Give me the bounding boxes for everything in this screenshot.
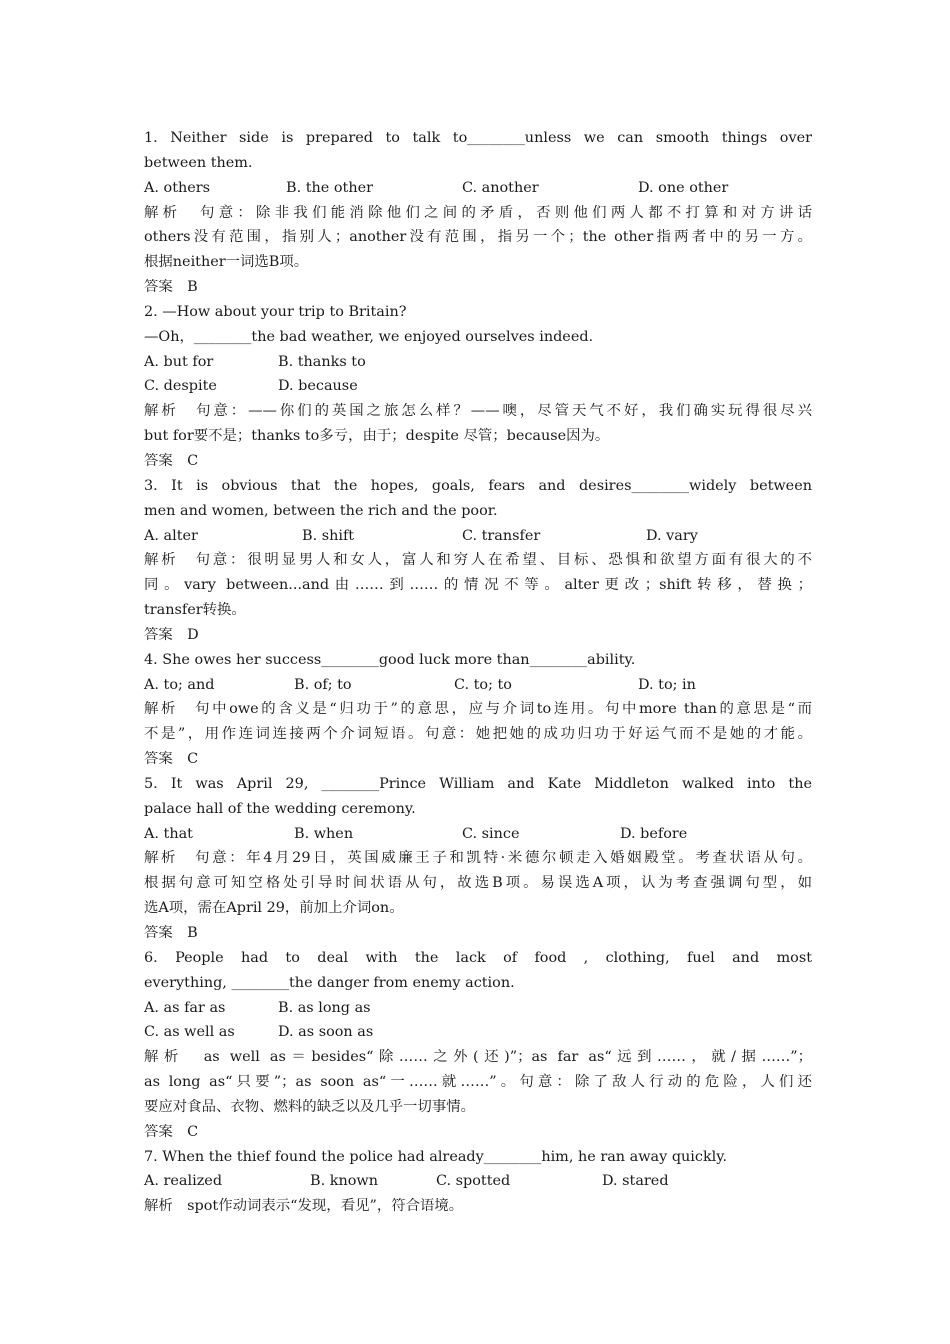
question-stem-line: 3. It is obvious that the hopes, goals, fears and desires________widely between — [144, 477, 812, 494]
options-row — [144, 524, 812, 549]
option-d: D. vary — [646, 527, 698, 544]
option-d: D. one other — [638, 179, 729, 196]
options-row — [144, 673, 812, 698]
question-1 — [144, 126, 812, 300]
question-stem-line: palace hall of the wedding ceremony. — [144, 800, 416, 817]
analysis-line: 根据neither一词选B项。 — [144, 254, 309, 271]
option-a: A. to; and — [144, 676, 215, 693]
question-stem-line: 1. Neither side is prepared to talk to________unless we can smooth things over — [144, 130, 812, 146]
question-6 — [144, 946, 812, 1145]
option-b: B. known — [310, 1173, 378, 1190]
analysis-line: 同。vary between...and由……到……的情况不等。alter更改；shift转移，替换； — [144, 577, 812, 594]
options-row — [144, 176, 812, 201]
option-a: A. but for — [144, 353, 214, 370]
question-2 — [144, 300, 812, 474]
option-d: D. stared — [602, 1173, 669, 1190]
answer: 答案 D — [144, 626, 199, 643]
exercise-list — [144, 126, 812, 1219]
answer: 答案 C — [144, 1123, 199, 1140]
option-a: A. others — [144, 179, 211, 196]
option-b: B. of; to — [294, 676, 352, 693]
question-5 — [144, 772, 812, 946]
question-stem-line: everything, ________the danger from enemy action. — [144, 974, 515, 991]
question-7 — [144, 1145, 812, 1220]
option-c: C. since — [462, 825, 520, 842]
analysis-line: 解析 句意：年4月29日，英国威廉王子和凯特·米德尔顿走入婚姻殿堂。考查状语从句。 — [144, 850, 812, 867]
option-a: A. realized — [144, 1173, 223, 1190]
option-c: C. to; to — [454, 676, 512, 693]
analysis-line: 不是”，用作连词连接两个介词短语。句意：她把她的成功归功于好运气而不是她的才能。 — [144, 726, 812, 743]
option-d: D. as soon as — [278, 1024, 374, 1041]
question-stem-line: 4. She owes her success________good luck more than________ability. — [144, 651, 636, 668]
option-c: C. another — [462, 179, 539, 196]
option-c: C. as well as — [144, 1024, 235, 1041]
answer: 答案 B — [144, 925, 198, 941]
analysis-line: as long as“只要”；as soon as“一……就……”。句意：除了敌人行动的危险，人们还 — [144, 1074, 812, 1091]
analysis-line: others没有范围，指别人；another没有范围，指另一个；the other指两者中的另一方。 — [144, 229, 812, 246]
option-d: D. because — [278, 378, 358, 395]
options-row — [144, 374, 812, 399]
answer: 答案 B — [144, 279, 198, 296]
question-stem-line: 2. —How about your trip to Britain? — [144, 303, 407, 320]
options-row — [144, 822, 812, 847]
answer: 答案 C — [144, 751, 199, 768]
option-b: B. shift — [302, 527, 355, 544]
analysis-line: but for要不是；thanks to多亏，由于；despite 尽管；because因为。 — [144, 428, 610, 445]
question-stem-line: —Oh，________the bad weather, we enjoyed ourselves indeed. — [144, 328, 594, 345]
question-3 — [144, 474, 812, 648]
option-b: B. the other — [286, 179, 373, 196]
analysis-line: 解析 句意：——你们的英国之旅怎么样？——噢，尽管天气不好，我们确实玩得很尽兴 — [144, 403, 812, 420]
answer: 答案 C — [144, 452, 199, 469]
option-a: A. alter — [144, 527, 198, 544]
option-b: B. thanks to — [278, 353, 366, 370]
option-c: C. spotted — [436, 1173, 511, 1190]
option-d: D. before — [620, 825, 688, 842]
option-a: A. that — [144, 825, 193, 842]
options-row — [144, 350, 812, 375]
analysis-line: 解析 as well as＝besides“除……之外(还)”；as far as“远到……，就/据……”； — [144, 1049, 812, 1066]
option-a: A. as far as — [144, 999, 226, 1016]
analysis-line: 解析 句中owe的含义是“归功于”的意思，应与介词to连用。句中more than的意思是“而 — [144, 701, 812, 718]
question-stem-line: between them. — [144, 154, 253, 171]
analysis-line: 要应对食品、衣物、燃料的缺乏以及几乎一切事情。 — [144, 1098, 475, 1115]
analysis-line: transfer转换。 — [144, 602, 246, 619]
question-stem-line: men and women, between the rich and the poor. — [144, 502, 498, 519]
options-row — [144, 996, 812, 1021]
analysis-line: 解析 spot作动词表示“发现，看见”，符合语境。 — [144, 1198, 464, 1215]
analysis-line: 解析 句意：很明显男人和女人，富人和穷人在希望、目标、恐惧和欲望方面有很大的不 — [144, 552, 812, 569]
option-d: D. to; in — [638, 676, 696, 693]
option-b: B. as long as — [278, 999, 371, 1016]
analysis-line: 选A项，需在April 29，前加上介词on。 — [144, 900, 404, 917]
options-row — [144, 1020, 812, 1045]
question-stem-line: 7. When the thief found the police had already________him, he ran away quickly. — [144, 1148, 728, 1165]
question-stem-line: 6. People had to deal with the lack of food , clothing, fuel and most — [144, 949, 812, 966]
question-stem-line: 5. It was April 29, ________Prince William and Kate Middleton walked into the — [144, 775, 812, 792]
analysis-line: 解析 句意：除非我们能消除他们之间的矛盾，否则他们两人都不打算和对方讲话 — [144, 204, 812, 221]
analysis-line: 根据句意可知空格处引导时间状语从句，故选B项。易误选A项，认为考查强调句型，如 — [144, 875, 812, 892]
question-4 — [144, 648, 812, 772]
option-b: B. when — [294, 825, 354, 842]
option-c: C. transfer — [462, 527, 541, 544]
options-row — [144, 1169, 812, 1194]
option-c: C. despite — [144, 378, 217, 395]
